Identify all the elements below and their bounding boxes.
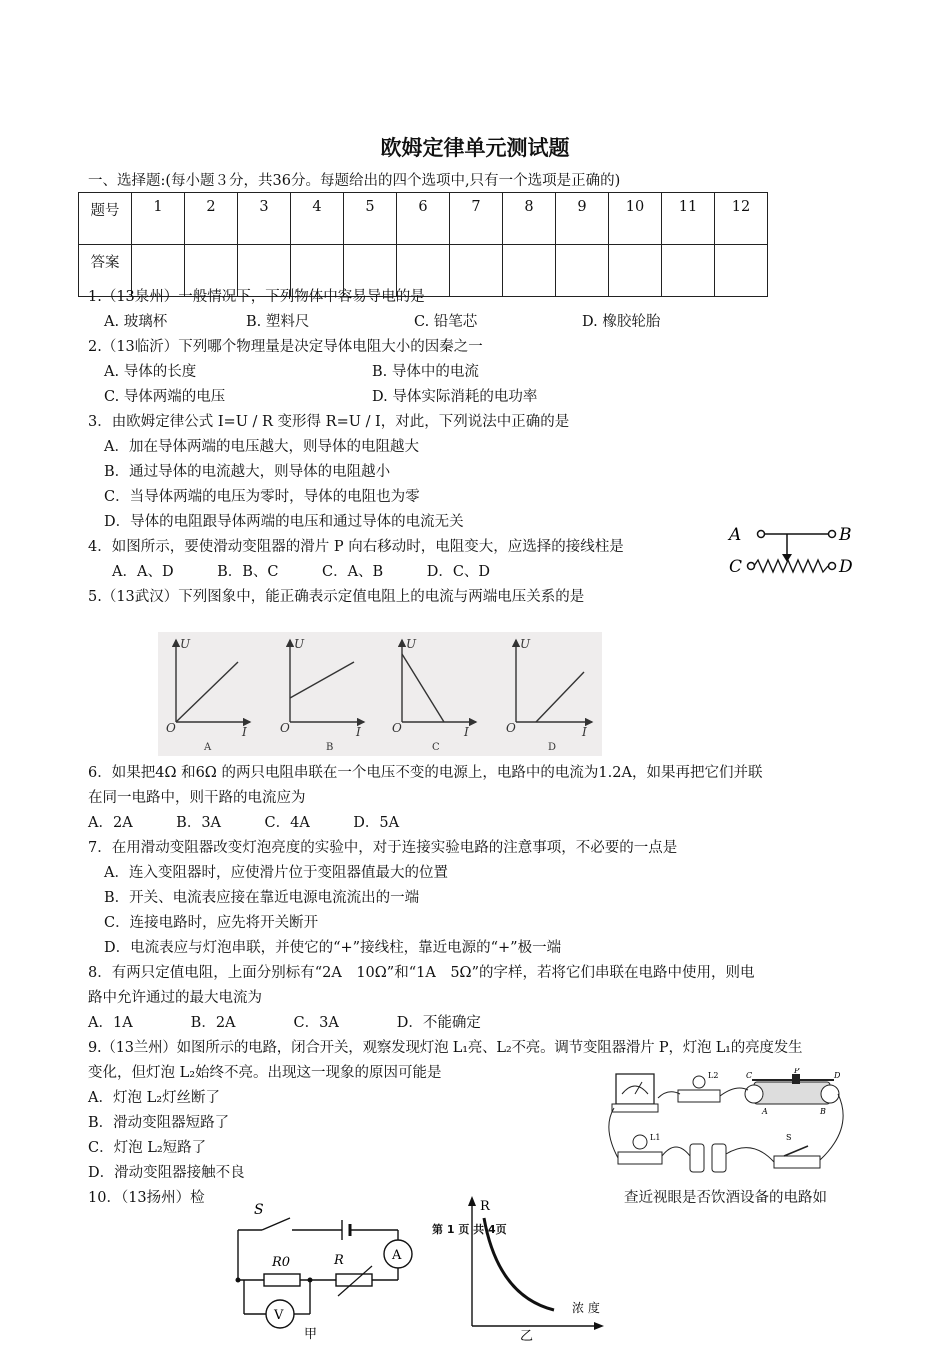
q3-option-b: B．通过导体的电流越大，则导体的电阻越小	[104, 464, 391, 480]
question-9-stem: 9.（13兰州）如图所示的电路，闭合开关，观察发现灯泡 L₁亮、L₂不亮。调节变阻器滑片 P，灯泡 L₁的亮度发生	[88, 1040, 803, 1056]
q1-option-c: C. 铅笔芯	[414, 314, 478, 330]
voltmeter-label: V	[274, 1308, 284, 1323]
table-row	[79, 193, 768, 245]
table-cell: 1	[132, 193, 185, 245]
svg-text:C: C	[432, 742, 440, 753]
q8-options: A．1A B．2A C．3A D．不能确定	[88, 1015, 481, 1031]
q2-option-d: D. 导体实际消耗的电功率	[372, 389, 538, 405]
svg-text:U: U	[180, 637, 191, 651]
answer-cell[interactable]	[662, 245, 715, 297]
r-label: R	[334, 1253, 344, 1268]
q7-option-a: A．连入变阻器时，应使滑片位于变阻器值最大的位置	[104, 865, 448, 881]
section-heading: 一、选择题:(每小题３分，共36分。每题给出的四个选项中,只有一个选项是正确的)	[88, 173, 621, 189]
q2-option-c: C. 导体两端的电压	[104, 389, 226, 405]
page-title: 欧姆定律单元测试题	[380, 136, 570, 160]
question-2-stem: 2.（13临沂）下列哪个物理量是决定导体电阻大小的因秦之一	[88, 339, 483, 355]
svg-text:U: U	[294, 637, 305, 651]
terminal-a-label: A	[762, 1107, 768, 1116]
table-cell: 9	[556, 193, 609, 245]
table-cell: 2	[185, 193, 238, 245]
graph-yi-axis-x: 浓 度	[572, 1301, 600, 1315]
q1-option-a: A. 玻璃杯	[104, 314, 168, 330]
q3-option-a: A．加在导体两端的电压越大，则导体的电阻越大	[104, 439, 419, 455]
q1-option-d: D. 橡胶轮胎	[582, 314, 661, 330]
answer-cell[interactable]	[450, 245, 503, 297]
question-4-stem: 4．如图所示，要使滑动变阻器的滑片 P 向右移动时，电阻变大，应选择的接线柱是	[88, 539, 624, 555]
terminal-b-label: B	[820, 1107, 826, 1116]
answer-cell[interactable]	[556, 245, 609, 297]
q2-option-b: B. 导体中的电流	[372, 364, 479, 380]
answer-table	[78, 192, 768, 297]
terminal-c-label: C	[746, 1071, 753, 1080]
svg-text:I: I	[356, 725, 361, 739]
question-3-stem: 3．由欧姆定律公式 I=U / R 变形得 R=U / I，对此，下列说法中正确的是	[88, 414, 570, 430]
table-cell: 10	[609, 193, 662, 245]
table-header-cell: 题号	[79, 193, 132, 245]
svg-text:U: U	[520, 637, 531, 651]
table-cell: 6	[397, 193, 450, 245]
terminal-d-label: D	[839, 557, 853, 577]
circuit-photo-figure	[602, 1068, 864, 1178]
table-cell: 4	[291, 193, 344, 245]
question-6-stem-cont: 在同一电路中，则干路的电流应为	[88, 790, 306, 806]
terminal-c-label: C	[729, 557, 743, 577]
answer-cell[interactable]	[715, 245, 768, 297]
svg-text:U: U	[406, 637, 417, 651]
q9-option-b: B．滑动变阻器短路了	[88, 1115, 230, 1131]
rheostat-figure	[725, 520, 865, 582]
q2-option-a: A. 导体的长度	[104, 364, 197, 380]
switch-label: S	[254, 1202, 264, 1218]
q9-option-d: D．滑动变阻器接触不良	[88, 1165, 245, 1181]
r0-label: R0	[272, 1255, 291, 1270]
q9-option-c: C．灯泡 L₂短路了	[88, 1140, 207, 1156]
question-8-stem-cont: 路中允许通过的最大电流为	[88, 990, 262, 1006]
graph-d	[506, 637, 592, 753]
answer-cell[interactable]	[503, 245, 556, 297]
svg-text:B: B	[326, 742, 334, 753]
svg-text:O: O	[392, 721, 402, 735]
graph-c	[392, 637, 476, 753]
q1-option-b: B. 塑料尺	[246, 314, 310, 330]
figure-jia-caption: 甲	[304, 1327, 318, 1342]
question-10-stem: 10．（13扬州）检	[88, 1190, 205, 1206]
q9-option-a: A．灯泡 L₂灯丝断了	[88, 1090, 221, 1106]
q7-option-b: B．开关、电流表应接在靠近电源电流流出的一端	[104, 890, 420, 906]
graph-b	[280, 637, 364, 753]
terminal-b-label: B	[839, 525, 852, 545]
slider-p-label: P	[794, 1068, 800, 1075]
question-6-stem: 6．如果把4Ω 和6Ω 的两只电阻串联在一个电压不变的电源上，电路中的电流为1.2A，如果再把它们并联	[88, 765, 763, 781]
iu-graphs-figure	[158, 632, 602, 756]
q7-option-d: D．电流表应与灯泡串联，并使它的“+”接线柱，靠近电源的“+”极一端	[104, 940, 562, 956]
svg-text:D: D	[548, 742, 557, 753]
terminal-a-label: A	[729, 525, 742, 545]
table-cell: 7	[450, 193, 503, 245]
lamp-l1-label: L1	[650, 1133, 661, 1142]
table-cell: 3	[238, 193, 291, 245]
q7-option-c: C．连接电路时，应先将开关断开	[104, 915, 319, 931]
graph-a	[166, 637, 250, 753]
q6-options: A．2A B．3A C．4A D．5A	[88, 815, 400, 831]
table-header-cell: 答案	[79, 245, 132, 297]
question-10-stem-cont: 查近视眼是否饮酒设备的电路如	[624, 1190, 827, 1206]
ammeter-label: A	[392, 1248, 402, 1263]
svg-text:A: A	[204, 742, 212, 753]
q3-option-c: C．当导体两端的电压为零时，导体的电阻也为零	[104, 489, 420, 505]
question-5-stem: 5.（13武汉）下列图象中，能正确表示定值电阻上的电流与两端电压关系的是	[88, 589, 585, 605]
circuit-diagram-jia	[226, 1196, 426, 1342]
page-footer: 第 1 页 共 4页	[432, 1223, 507, 1236]
q4-options: A．A、D B．B、C C．A、B D．C、D	[112, 564, 491, 580]
table-cell: 11	[662, 193, 715, 245]
question-9-stem-cont: 变化，但灯泡 L₂始终不亮。出现这一现象的原因可能是	[88, 1065, 442, 1081]
q3-option-d: D．导体的电阻跟导体两端的电压和通过导体的电流无关	[104, 514, 464, 530]
svg-text:I: I	[582, 725, 587, 739]
graph-yi-axis-r: R	[480, 1199, 490, 1214]
terminal-d-label: D	[834, 1071, 841, 1080]
switch-s-label: S	[786, 1133, 792, 1142]
table-cell: 5	[344, 193, 397, 245]
svg-text:O: O	[280, 721, 290, 735]
svg-text:I: I	[242, 725, 247, 739]
table-cell: 12	[715, 193, 768, 245]
svg-text:O: O	[506, 721, 516, 735]
table-cell: 8	[503, 193, 556, 245]
question-1-stem: 1.（13泉州）一般情况下，下列物体中容易导电的是	[88, 289, 425, 305]
svg-text:I: I	[464, 725, 469, 739]
answer-cell[interactable]	[609, 245, 662, 297]
figure-yi-caption: 乙	[520, 1329, 534, 1342]
question-8-stem: 8．有两只定值电阻，上面分别标有“2A 10Ω”和“1A 5Ω”的字样，若将它们串联在电路中使用，则电	[88, 965, 755, 981]
svg-text:O: O	[166, 721, 176, 735]
question-7-stem: 7．在用滑动变阻器改变灯泡亮度的实验中，对于连接实验电路的注意事项，不必要的一点是	[88, 840, 678, 856]
lamp-l2-label: L2	[708, 1071, 719, 1080]
graph-yi	[458, 1196, 608, 1342]
